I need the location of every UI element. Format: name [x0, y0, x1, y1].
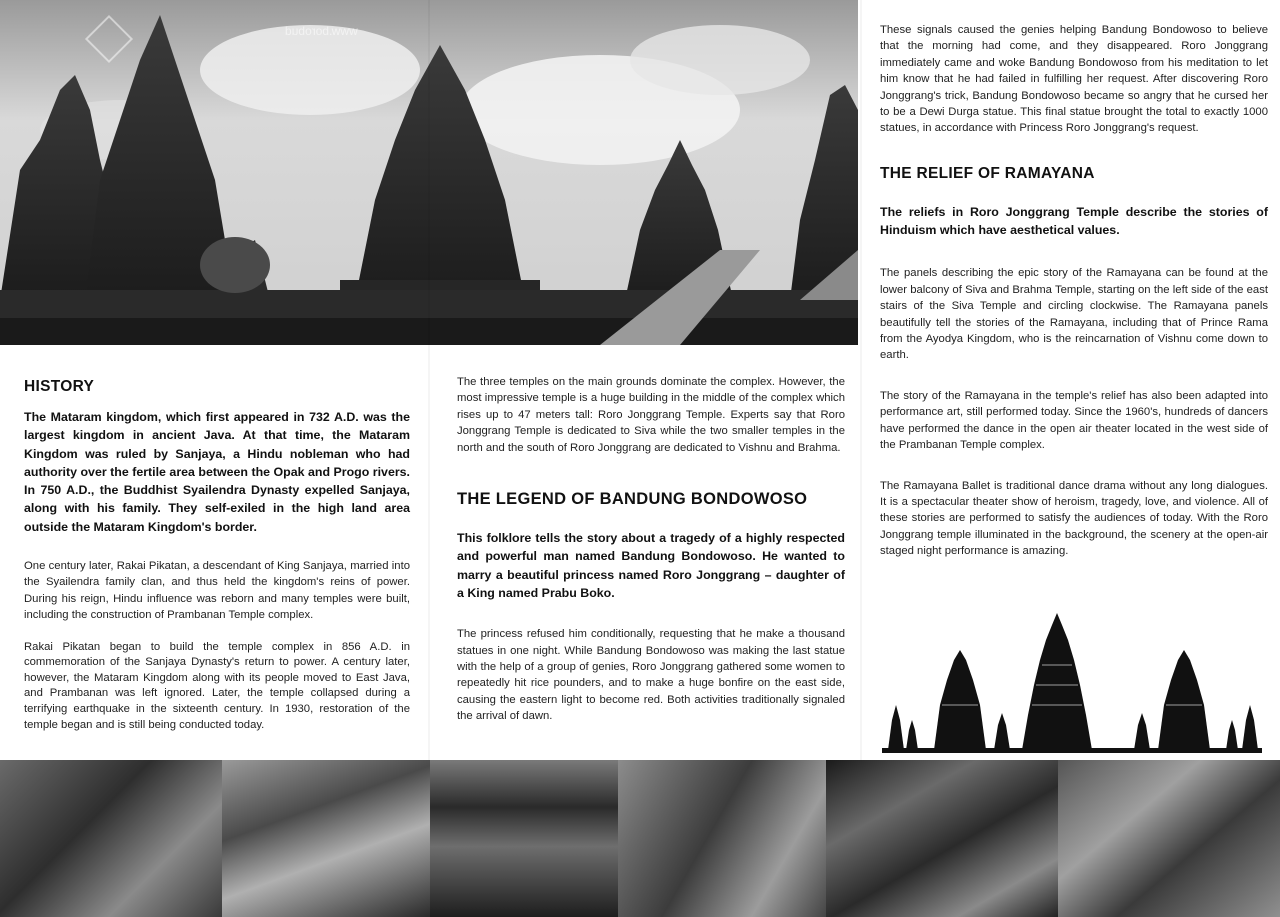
legend-section — [457, 374, 845, 759]
relief-photo-strip — [0, 760, 1280, 917]
history-paragraph-2: Rakai Pikatan began to build the temple complex in 856 A.D. in commemoration of the Sanjaya Dynasty's return to power. A century later, however, the Mataram Kingdom along with its people moved to East Java, and Prambanan was left ignored. Later, the temple collapsed during a terrifying earthquake in the sixteenth century. In 1930, restoration of the temple began and is still being conducted today. — [24, 640, 410, 731]
history-section — [24, 378, 410, 749]
relief-photo-2 — [222, 760, 430, 917]
watermark-text: www.borobud — [285, 24, 358, 38]
temples-paragraph: The three temples on the main grounds dominate the complex. However, the most impressive temple is a huge building in the middle of the complex which rises up to 47 meters tall: Roro Jonggrang Temple. Experts say that Roro Jonggrang Temple is dedicated to Siva while the two smaller temples in the north and the south of Roro Jonggrang are dedicated to Vishnu and Brahma. — [457, 376, 845, 454]
ramayana-heading: THE RELIEF OF RAMAYANA — [880, 164, 1095, 182]
history-paragraph-1: One century later, Rakai Pikatan, a descendant of King Sanjaya, married into the Syailendra family clan, and thus held the kingdom's reins of power. During his reign, Hindu influence was reborn and many temples were built, including the construction of Prambanan Temple complex. — [24, 560, 410, 622]
relief-photo-3 — [430, 760, 618, 917]
legend-paragraph-1: The princess refused him conditionally, requesting that he make a thousand statues in one night. While Bandung Bondowoso was making the last statue with the help of a group of genies, Roro Jonggrang gathered some women to repeatedly hit rice pounders, and to make a huge bonfire on the east side, causing the eastern light to become red. Both activities traditionally signaled the arrival of dawn. — [457, 628, 845, 723]
relief-photo-4 — [618, 760, 826, 917]
relief-photo-5 — [826, 760, 1058, 917]
ramayana-lead: The reliefs in Roro Jonggrang Temple describe the stories of Hinduism which have aesthetical values. — [880, 204, 1268, 238]
history-heading: HISTORY — [24, 378, 95, 395]
ramayana-paragraph-1: The panels describing the epic story of the Ramayana can be found at the lower balcony of Siva and Brahma Temple, starting on the left side of the east stairs of the Siva Temple and circling clockwise. The Ramayana panels beautifully tell the stories of the Ramayana, including that of Prince Rama from the Ayodya Kingdom, who is the reincarnation of Vishnu come down to earth. — [880, 267, 1268, 362]
legend-lead: This folklore tells the story about a tragedy of a highly respected and powerful man named Bandung Bondowoso. He wanted to marry a beautiful princess named Roro Jonggrang – daughter of a King named Prabu Boko. — [457, 531, 845, 600]
ramayana-section — [880, 22, 1268, 560]
legend-paragraph-2: These signals caused the genies helping Bandung Bondowoso to believe that the morning had come, and they disappeared. Roro Jonggrang immediately came and woke Bandung Bondowoso from his meditation to let him know that he had failed in fulfilling her request. After discovering Roro Jonggrang's trick, Bandung Bondowoso became so angry that he cursed her to be a Dewi Durga statue. This final statue brought the total to exactly 1000 statues, in accordance with Princess Roro Jonggrang's request. — [880, 24, 1268, 135]
temple-drawing-illustration — [882, 605, 1262, 757]
relief-photo-1 — [0, 760, 222, 917]
history-lead: The Mataram kingdom, which first appeared in 732 A.D. was the largest kingdom in ancient Java. At that time, the Mataram Kingdom was ruled by Sanjaya, a Hindu nobleman who had authority over the fertile area between the Opak and Progo rivers. In 750 A.D., the Buddhist Syailendra Dynasty expelled Sanjaya, along with his family. They self-exiled in the high land area outside the Mataram Kingdom's border. — [24, 410, 410, 534]
temple-line-drawing — [882, 605, 1262, 757]
legend-heading: THE LEGEND OF BANDUNG BONDOWOSO — [457, 490, 808, 509]
ramayana-paragraph-2: The story of the Ramayana in the temple's relief has also been adapted into performance art, still performed today. Since the 1960's, hundreds of dancers have performed the dance in the open air theater located in the west side of the Prambanan Temple complex. — [880, 389, 1268, 452]
ramayana-paragraph-3: The Ramayana Ballet is traditional dance drama without any long dialogues. It is a spectacular theater show of heroism, tragedy, love, and violence. All of these stories are performed to satisfy the audiences of today. With the Roro Jonggrang temple illuminated in the background, the scenery at the open-air staged night performance is amazing. — [880, 479, 1268, 558]
relief-photo-6 — [1058, 760, 1280, 917]
